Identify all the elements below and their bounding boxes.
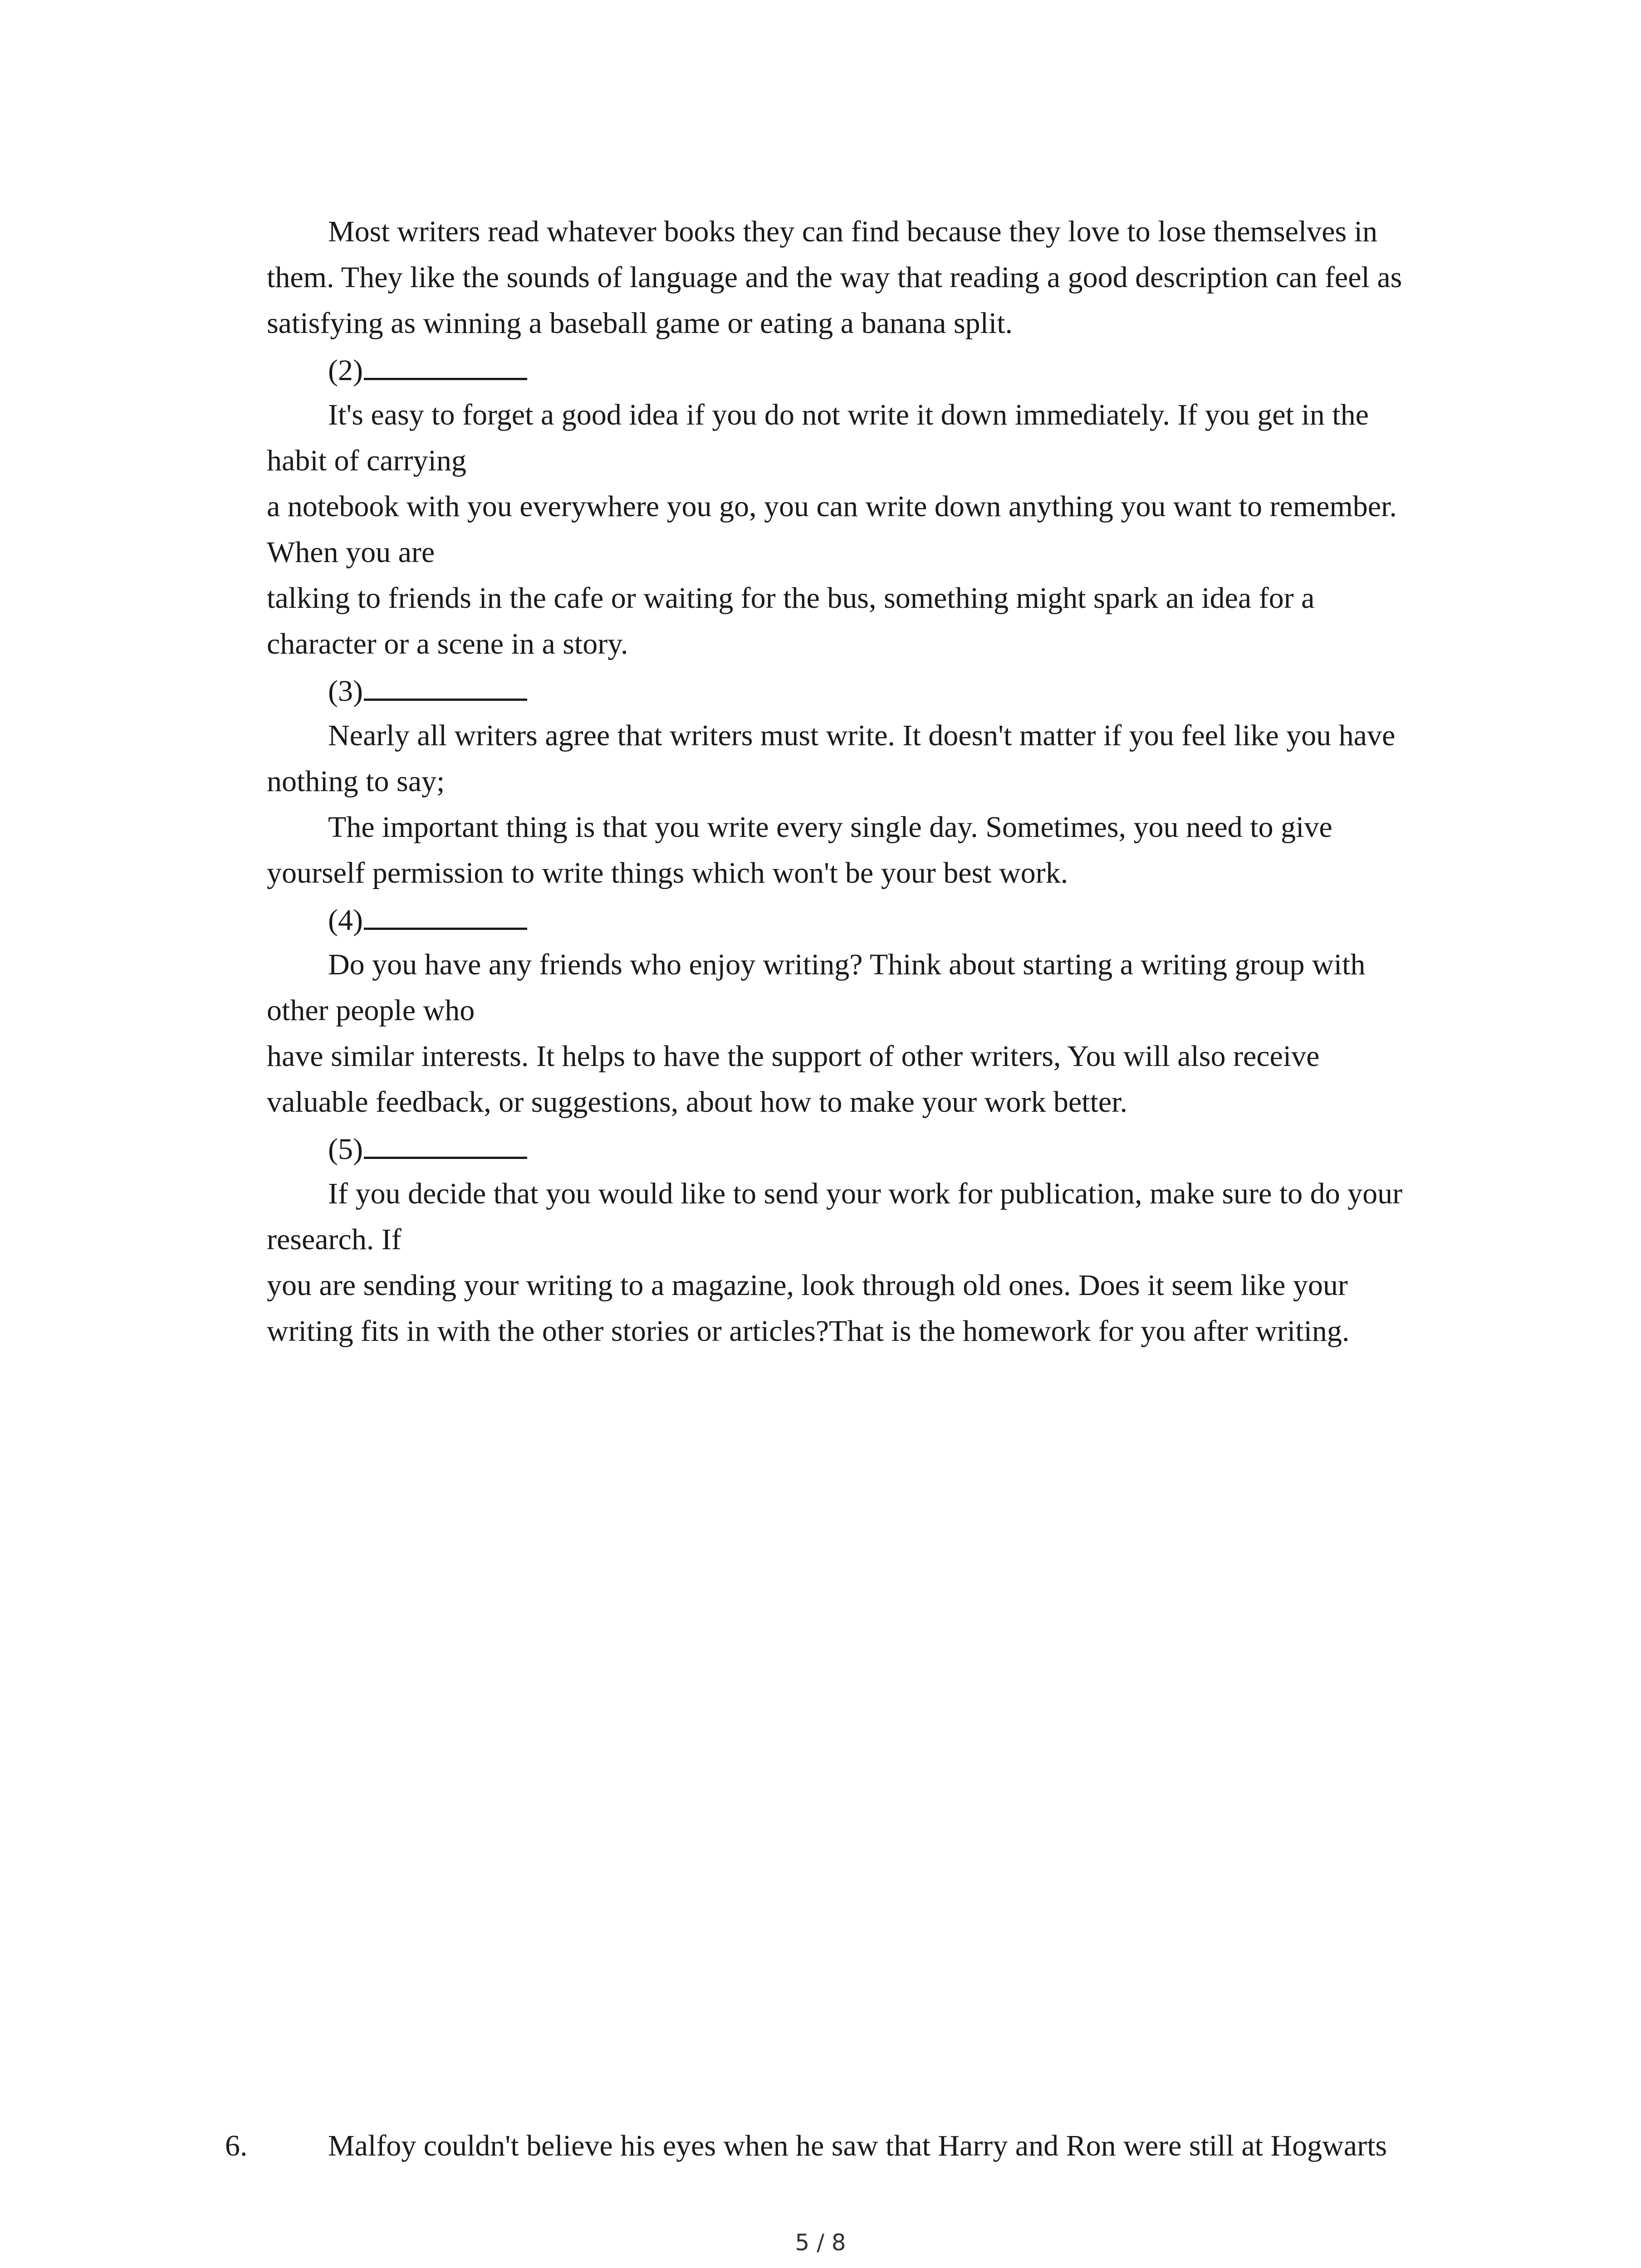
paragraph-2-line-1: It's easy to forget a good idea if you do not write it down immediately. If you get in the <box>328 398 1369 431</box>
blank-5-answer-line[interactable] <box>364 1125 527 1159</box>
blank-4-answer-line[interactable] <box>364 896 527 930</box>
blank-2-answer-line[interactable] <box>364 346 527 380</box>
paragraph-intro-line-3: satisfying as winning a baseball game or eating a banana split. <box>267 307 1013 340</box>
paragraph-2-line-6: character or a scene in a story. <box>267 627 628 660</box>
blank-4-label: (4) <box>328 904 363 937</box>
blank-3-label: (3) <box>328 675 363 708</box>
paragraph-2-line-2: habit of carrying <box>267 444 466 477</box>
paragraph-2-line-4: When you are <box>267 536 435 569</box>
paragraph-4-line-3: have similar interests. It helps to have the support of other writers, You will also receive <box>267 1040 1320 1073</box>
paragraph-3b-line-2: yourself permission to write things which won't be your best work. <box>267 856 1068 890</box>
reading-passage <box>267 209 1446 1354</box>
paragraph-5-line-2: research. If <box>267 1223 402 1256</box>
paragraph-3-line-1: Nearly all writers agree that writers must write. It doesn't matter if you feel like you have <box>328 719 1396 752</box>
blank-5-label: (5) <box>328 1133 363 1166</box>
blank-5 <box>267 1125 1446 1171</box>
paragraph-intro-line-1: Most writers read whatever books they can find because they love to lose themselves in <box>328 215 1377 248</box>
paragraph-2-line-5: talking to friends in the cafe or waiting for the bus, something might spark an idea for a <box>267 582 1315 615</box>
question-text: Malfoy couldn't believe his eyes when he saw that Harry and Ron were still at Hogwarts <box>328 2129 1387 2162</box>
paragraph-4-line-2: other people who <box>267 994 475 1027</box>
paragraph-4-line-4: valuable feedback, or suggestions, about how to make your work better. <box>267 1085 1127 1119</box>
blank-4 <box>267 896 1446 942</box>
paragraph-intro-line-2: them. They like the sounds of language and the way that reading a good description can feel as <box>267 261 1402 294</box>
blank-3 <box>267 667 1446 713</box>
paragraph-5-line-1: If you decide that you would like to send your work for publication, make sure to do your <box>328 1177 1403 1210</box>
paragraph-4-line-1: Do you have any friends who enjoy writing? Think about starting a writing group with <box>328 948 1366 981</box>
paragraph-2-line-3: a notebook with you everywhere you go, you can write down anything you want to remember. <box>267 490 1397 523</box>
paragraph-3b-line-1: The important thing is that you write every single day. Sometimes, you need to give <box>328 811 1332 844</box>
question-number: 6. <box>225 2129 248 2162</box>
paragraph-5-line-4: writing fits in with the other stories or articles?That is the homework for you after writing. <box>267 1315 1350 1348</box>
blank-2 <box>267 346 1446 392</box>
page-number: 5 / 8 <box>795 2229 846 2256</box>
blank-3-answer-line[interactable] <box>364 667 527 701</box>
paragraph-5-line-3: you are sending your writing to a magazine, look through old ones. Does it seem like your <box>267 1269 1348 1302</box>
question-6 <box>225 2123 1450 2169</box>
paragraph-3-line-2: nothing to say; <box>267 765 445 798</box>
blank-2-label: (2) <box>328 354 363 387</box>
